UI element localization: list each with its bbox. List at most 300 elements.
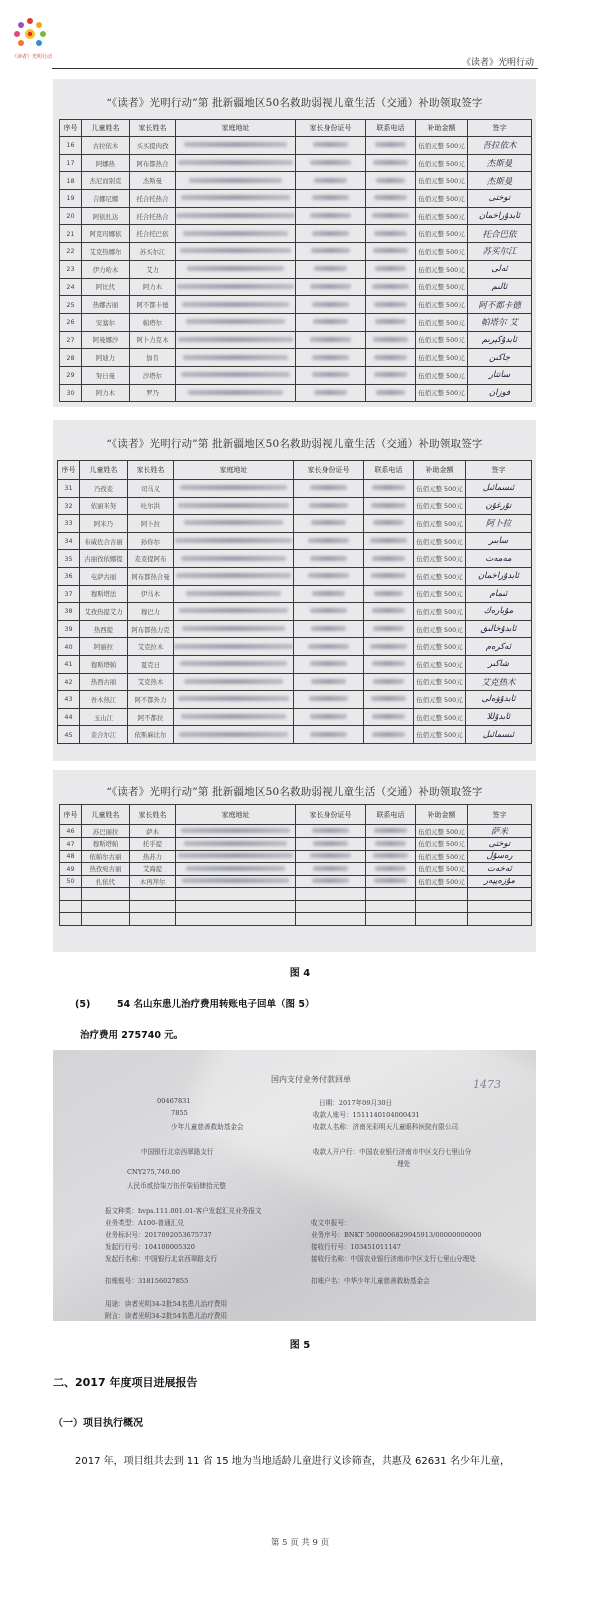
- cell-address-redacted: [176, 225, 296, 243]
- table-row: [58, 480, 532, 498]
- cell-parent-name: [128, 673, 174, 691]
- cell-child-name: [82, 900, 130, 913]
- cell-number-text: 16: [66, 141, 75, 150]
- cell-amount-text: 伍佰元整 500元: [416, 660, 463, 669]
- cell-signature: [468, 225, 532, 243]
- cell-amount: [416, 243, 468, 261]
- column-header: 序号: [58, 461, 80, 480]
- cell-signature: [468, 900, 532, 913]
- cell-phone-redacted: [364, 515, 414, 533]
- cell-child-name: [80, 691, 128, 709]
- cell-number-text: 35: [64, 554, 73, 563]
- redaction-blur: [372, 284, 408, 289]
- cell-number: [60, 190, 82, 208]
- cell-amount: [416, 313, 468, 331]
- cell-id-redacted: [296, 137, 366, 155]
- cell-child-name-text: 古拉依木: [92, 141, 119, 150]
- table-row: [58, 550, 532, 568]
- cell-parent-name: [128, 515, 174, 533]
- cell-address-redacted: [176, 172, 296, 190]
- cell-number: [60, 331, 82, 349]
- cell-address-redacted: [176, 838, 296, 851]
- redaction-blur: [372, 714, 404, 719]
- cell-amount-text: 伍佰元整 500元: [418, 265, 465, 274]
- redaction-blur: [187, 266, 285, 271]
- cell-phone-redacted: [366, 260, 416, 278]
- cell-id-redacted: [294, 567, 364, 585]
- receipt-title: 国内支付业务付款回单: [271, 1075, 351, 1084]
- cell-parent-name: [128, 480, 174, 498]
- cell-parent-name-text: 托乎提: [142, 840, 163, 849]
- cell-signature-text: شاكىر: [487, 659, 509, 670]
- redaction-blur: [370, 644, 407, 649]
- cell-number: [58, 567, 80, 585]
- signature-table: [57, 460, 532, 744]
- cell-signature-text: مەمەت: [485, 553, 512, 564]
- cell-child-name-text: 扎依代: [95, 877, 116, 886]
- cell-id-redacted: [294, 603, 364, 621]
- cell-signature: [466, 726, 532, 744]
- column-header: 儿童姓名: [80, 461, 128, 480]
- cell-signature-text: ئابدۇۋەلى: [481, 694, 516, 705]
- cell-child-name-text: 苏巴丽拉: [92, 827, 119, 836]
- redaction-blur: [182, 878, 289, 883]
- receipt-receiver-bank-name: 接收行名称：中国农业银行济南市中区支行七里山分理处: [311, 1255, 476, 1263]
- cell-parent-name: [130, 243, 176, 261]
- cell-amount: [414, 603, 466, 621]
- cell-child-name-text: 阿依扎达: [92, 212, 119, 221]
- cell-signature: [468, 243, 532, 261]
- redaction-blur: [175, 538, 292, 543]
- cell-address-redacted: [176, 207, 296, 225]
- redaction-blur: [310, 608, 348, 613]
- cell-child-name-text: 艾克热娜尔: [89, 247, 122, 256]
- table-row: [58, 655, 532, 673]
- cell-amount-text: 伍佰元整 500元: [418, 318, 465, 327]
- cell-parent-name: [128, 708, 174, 726]
- cell-signature: [468, 838, 532, 851]
- cell-child-name: [80, 515, 128, 533]
- redaction-blur: [310, 160, 350, 165]
- cell-signature: [468, 278, 532, 296]
- table-row: [60, 154, 532, 172]
- redaction-blur: [373, 626, 405, 631]
- cell-child-name-text: 热西古丽: [90, 678, 117, 687]
- cell-id-redacted: [294, 532, 364, 550]
- table-row: [60, 349, 532, 367]
- cell-parent-name: [130, 838, 176, 851]
- cell-signature: [466, 567, 532, 585]
- cell-child-name: [82, 225, 130, 243]
- cell-phone-redacted: [366, 913, 416, 926]
- cell-amount-text: 伍佰元整 500元: [418, 852, 465, 861]
- cell-number-text: 48: [66, 852, 75, 861]
- cell-child-name: [80, 480, 128, 498]
- cell-parent-name: [130, 913, 176, 926]
- cell-address-redacted: [176, 349, 296, 367]
- redaction-blur: [174, 644, 293, 649]
- cell-signature: [468, 172, 532, 190]
- cell-phone-redacted: [366, 313, 416, 331]
- cell-signature-text: ئابدۇكېرىم: [481, 334, 518, 345]
- cell-child-name-text: 安塞尔: [95, 318, 116, 327]
- cell-address-redacted: [176, 331, 296, 349]
- cell-number: [58, 550, 80, 568]
- cell-signature-text: 阿卜拉: [485, 519, 512, 530]
- cell-parent-name-text: 托合托热合: [136, 194, 169, 203]
- cell-amount-text: 伍佰元整 500元: [418, 865, 465, 874]
- cell-phone-redacted: [364, 691, 414, 709]
- cell-number-text: 23: [66, 265, 75, 274]
- cell-child-name: [82, 825, 130, 838]
- redaction-blur: [312, 591, 345, 596]
- cell-child-name-text: 乃孜麦: [93, 484, 114, 493]
- cell-child-name: [80, 638, 128, 656]
- cell-parent-name-text: 阿布都热合曼: [131, 572, 170, 581]
- cell-id-redacted: [294, 726, 364, 744]
- cell-address-redacted: [174, 567, 294, 585]
- cell-amount-text: 伍佰元整 500元: [416, 625, 463, 634]
- cell-id-redacted: [296, 331, 366, 349]
- redaction-blur: [181, 372, 290, 377]
- column-header: 家庭地址: [176, 805, 296, 825]
- cell-phone-redacted: [366, 190, 416, 208]
- sheet-title: “《读者》光明行动”第 批新疆地区50名救助弱视儿童生活（交通）补助领取签字: [106, 786, 483, 798]
- redaction-blur: [313, 319, 348, 324]
- cell-address-redacted: [176, 137, 296, 155]
- cell-id-redacted: [294, 480, 364, 498]
- cell-child-name-text: 依帕尔古丽: [89, 852, 122, 861]
- table-row: [60, 913, 532, 926]
- cell-number-text: 27: [66, 335, 75, 344]
- redaction-blur: [375, 841, 407, 846]
- redaction-blur: [373, 853, 408, 858]
- table-row: [60, 296, 532, 314]
- cell-address-redacted: [176, 278, 296, 296]
- cell-parent-name-text: 伊马木: [140, 590, 161, 599]
- cell-id-redacted: [296, 190, 366, 208]
- receipt-payer-name: 少年儿童慈善救助基金会: [171, 1123, 244, 1131]
- receipt-receiver-bank-no: 接收行行号：103451011147: [311, 1243, 401, 1251]
- cell-phone-redacted: [364, 673, 414, 691]
- treatment-cost: 治疗费用 275740 元。: [80, 1030, 184, 1041]
- cell-number: [60, 900, 82, 913]
- figure-5-caption: 图 5: [289, 1340, 311, 1351]
- cell-child-name: [82, 137, 130, 155]
- cell-number: [58, 655, 80, 673]
- cell-amount-text: 伍佰元整 500元: [418, 301, 465, 310]
- cell-phone-redacted: [366, 875, 416, 888]
- cell-amount-text: 伍佰元整 500元: [418, 177, 465, 186]
- cell-id-redacted: [296, 278, 366, 296]
- redaction-blur: [372, 608, 406, 613]
- cell-parent-name-text: 阿力木: [142, 283, 163, 292]
- cell-child-name: [82, 207, 130, 225]
- cell-signature-text: ئابدۇراخمان: [477, 571, 520, 582]
- table-row: [60, 190, 532, 208]
- redaction-blur: [374, 355, 406, 360]
- redaction-blur: [311, 520, 346, 525]
- cell-parent-name: [130, 875, 176, 888]
- table-row: [58, 673, 532, 691]
- cell-id-redacted: [294, 620, 364, 638]
- cell-signature: [468, 863, 532, 876]
- receipt-payee-account: 收款人账号：1511140104000431: [313, 1111, 420, 1119]
- cell-number-text: 40: [64, 642, 73, 651]
- cell-id-redacted: [294, 497, 364, 515]
- cell-amount: [416, 225, 468, 243]
- cell-parent-name: [130, 137, 176, 155]
- cell-child-name: [80, 673, 128, 691]
- receipt-handwritten-number: 1473: [473, 1078, 501, 1091]
- cell-number-text: 29: [66, 371, 75, 380]
- cell-amount: [416, 875, 468, 888]
- cell-number: [60, 296, 82, 314]
- redaction-blur: [310, 661, 347, 666]
- table-row: [60, 207, 532, 225]
- cell-amount: [414, 497, 466, 515]
- cell-child-name: [80, 620, 128, 638]
- cell-number-text: 39: [64, 625, 73, 634]
- redaction-blur: [312, 878, 349, 883]
- redaction-blur: [313, 866, 348, 871]
- column-header: 签字: [468, 805, 532, 825]
- cell-amount-text: 伍佰元整 500元: [416, 484, 463, 493]
- cell-id-redacted: [296, 384, 366, 402]
- table-row: [58, 708, 532, 726]
- cell-child-name: [80, 726, 128, 744]
- cell-signature-text: ئىمام: [489, 588, 508, 599]
- redaction-blur: [374, 828, 408, 833]
- cell-number: [60, 913, 82, 926]
- subsection-title: （一）项目执行概况: [53, 1418, 143, 1429]
- redaction-blur: [376, 178, 405, 183]
- cell-number: [58, 620, 80, 638]
- cell-number: [58, 603, 80, 621]
- cell-id-redacted: [296, 243, 366, 261]
- cell-phone-redacted: [366, 349, 416, 367]
- cell-parent-name-text: 阿布都热合: [136, 159, 169, 168]
- cell-amount-text: 伍佰元整 500元: [416, 678, 463, 687]
- cell-amount: [416, 838, 468, 851]
- cell-child-name: [82, 384, 130, 402]
- cell-signature: [468, 875, 532, 888]
- cell-phone-redacted: [366, 888, 416, 901]
- cell-number-text: 46: [66, 827, 75, 835]
- cell-child-name: [82, 331, 130, 349]
- cell-child-name-text: 古丽孜依娜提: [84, 555, 123, 564]
- cell-child-name: [82, 172, 130, 190]
- cell-number: [60, 154, 82, 172]
- cell-parent-name-text: 穆巴力: [140, 607, 161, 616]
- cell-amount: [414, 567, 466, 585]
- column-header: 家庭地址: [176, 120, 296, 137]
- cell-parent-name: [128, 550, 174, 568]
- cell-parent-name-text: 阿布都热力克: [131, 625, 170, 634]
- cell-signature: [466, 638, 532, 656]
- redaction-blur: [310, 284, 351, 289]
- cell-child-name-text: 依丽米努: [90, 502, 117, 511]
- figure-4-caption: 图 4: [289, 968, 311, 979]
- cell-amount-text: 伍佰元整 500元: [418, 389, 465, 398]
- column-header: 签字: [466, 461, 532, 480]
- section-title: 二、2017 年度项目进展报告: [53, 1376, 198, 1389]
- cell-child-name: [82, 313, 130, 331]
- cell-child-name: [80, 585, 128, 603]
- cell-address-redacted: [176, 384, 296, 402]
- cell-address-redacted: [176, 366, 296, 384]
- cell-number: [58, 532, 80, 550]
- table-row: [60, 172, 532, 190]
- cell-signature-text: تۇرغۇن: [485, 500, 512, 511]
- cell-parent-name: [130, 190, 176, 208]
- cell-amount-text: 伍佰元整 500元: [416, 502, 463, 511]
- cell-number: [60, 838, 82, 851]
- redaction-blur: [374, 302, 407, 307]
- cell-id-redacted: [296, 313, 366, 331]
- cell-address-redacted: [176, 243, 296, 261]
- cell-child-name-text: 阿曼娜沙: [92, 336, 119, 345]
- column-header: 家庭地址: [174, 461, 294, 480]
- cell-parent-name: [130, 278, 176, 296]
- cell-id-redacted: [294, 550, 364, 568]
- redaction-blur: [372, 485, 405, 490]
- cell-amount: [416, 137, 468, 155]
- redaction-blur: [184, 679, 284, 684]
- column-header: 序号: [60, 805, 82, 825]
- cell-number-text: 34: [64, 537, 73, 546]
- cell-amount: [416, 900, 468, 913]
- cell-number-text: 20: [66, 212, 75, 221]
- redaction-blur: [178, 160, 292, 165]
- cell-address-redacted: [174, 497, 294, 515]
- cell-parent-name: [128, 620, 174, 638]
- table-row: [58, 638, 532, 656]
- cell-number: [60, 207, 82, 225]
- cell-signature-text: سابىر: [488, 536, 509, 547]
- cell-amount-text: 伍佰元整 500元: [416, 643, 463, 652]
- redaction-blur: [310, 485, 347, 490]
- cell-amount-text: 伍佰元整 500元: [416, 572, 463, 581]
- cell-amount-text: 伍佰元整 500元: [418, 194, 465, 203]
- redaction-blur: [308, 538, 349, 543]
- table-row: [58, 532, 532, 550]
- cell-address-redacted: [176, 850, 296, 863]
- cell-phone-redacted: [366, 225, 416, 243]
- receipt-payer-account-2: 7855: [171, 1109, 188, 1117]
- cell-child-name-text: 伊力哈木: [92, 265, 119, 274]
- cell-number: [58, 515, 80, 533]
- redaction-blur: [180, 485, 287, 490]
- cell-child-name: [82, 875, 130, 888]
- cell-amount-text: 伍佰元整 500元: [418, 827, 465, 836]
- cell-id-redacted: [294, 673, 364, 691]
- redaction-blur: [311, 679, 346, 684]
- cell-id-redacted: [296, 207, 366, 225]
- cell-parent-name-text: 沙塔尔: [142, 371, 163, 380]
- cell-amount: [414, 532, 466, 550]
- cell-child-name: [82, 243, 130, 261]
- cell-child-name: [82, 154, 130, 172]
- cell-amount-text: 伍佰元整 500元: [418, 354, 465, 363]
- cell-parent-name: [128, 603, 174, 621]
- column-header: 儿童姓名: [82, 805, 130, 825]
- cell-parent-name: [130, 384, 176, 402]
- cell-parent-name: [130, 313, 176, 331]
- cell-parent-name: [130, 349, 176, 367]
- cell-number-text: 18: [66, 176, 75, 185]
- cell-amount-text: 伍佰元整 500元: [418, 212, 465, 221]
- cell-phone-redacted: [364, 620, 414, 638]
- cell-parent-name-text: 艾海提: [142, 865, 163, 874]
- cell-number-text: 32: [64, 501, 73, 510]
- cell-number: [60, 225, 82, 243]
- receipt-amount-number: CNY275,740.00: [127, 1168, 180, 1176]
- cell-number-text: 45: [64, 730, 73, 739]
- table-row: [60, 900, 532, 913]
- redaction-blur: [181, 828, 290, 833]
- cell-amount: [416, 172, 468, 190]
- logo-text: 《读者》光明行动: [11, 54, 53, 60]
- redaction-blur: [184, 142, 286, 147]
- cell-parent-name: [128, 567, 174, 585]
- cell-number-text: 47: [66, 839, 75, 848]
- cell-id-redacted: [296, 349, 366, 367]
- header-divider: [52, 68, 538, 69]
- cell-parent-name: [130, 888, 176, 901]
- column-header: 序号: [60, 120, 82, 137]
- cell-address-redacted: [176, 888, 296, 901]
- cell-child-name: [80, 532, 128, 550]
- column-header: 补助金额: [414, 461, 466, 480]
- cell-address-redacted: [176, 154, 296, 172]
- cell-signature-text: 吾拉依木: [482, 141, 517, 152]
- cell-child-name-text: 穆斯塔帕: [92, 840, 119, 849]
- cell-signature-text: 艾克热木: [481, 677, 516, 688]
- table-row: [60, 825, 532, 838]
- cell-child-name: [80, 603, 128, 621]
- signature-sheet-photo-3: [53, 770, 536, 952]
- table-row: [60, 875, 532, 888]
- redaction-blur: [314, 178, 346, 183]
- cell-number-text: 24: [66, 282, 75, 291]
- cell-signature: [468, 137, 532, 155]
- cell-phone-redacted: [364, 550, 414, 568]
- cell-child-name-text: 阿米乃: [93, 519, 114, 528]
- cell-parent-name-text: 阿卜拉: [140, 519, 161, 528]
- cell-id-redacted: [294, 638, 364, 656]
- column-header: 联系电话: [366, 120, 416, 137]
- redaction-blur: [180, 661, 287, 666]
- cell-parent-name: [130, 154, 176, 172]
- cell-address-redacted: [174, 726, 294, 744]
- redaction-blur: [308, 644, 349, 649]
- cell-phone-redacted: [366, 137, 416, 155]
- cell-child-name-text: 热西提: [93, 625, 114, 634]
- table-row: [60, 331, 532, 349]
- cell-signature: [466, 532, 532, 550]
- cell-number-text: 17: [66, 159, 75, 168]
- cell-signature-text: ئىسمائىل: [482, 483, 515, 494]
- redaction-blur: [178, 853, 292, 858]
- redaction-blur: [374, 231, 406, 236]
- redaction-blur: [309, 696, 348, 701]
- cell-phone-redacted: [366, 331, 416, 349]
- cell-child-name: [80, 497, 128, 515]
- redaction-blur: [189, 178, 282, 183]
- cell-address-redacted: [174, 585, 294, 603]
- redaction-blur: [176, 573, 290, 578]
